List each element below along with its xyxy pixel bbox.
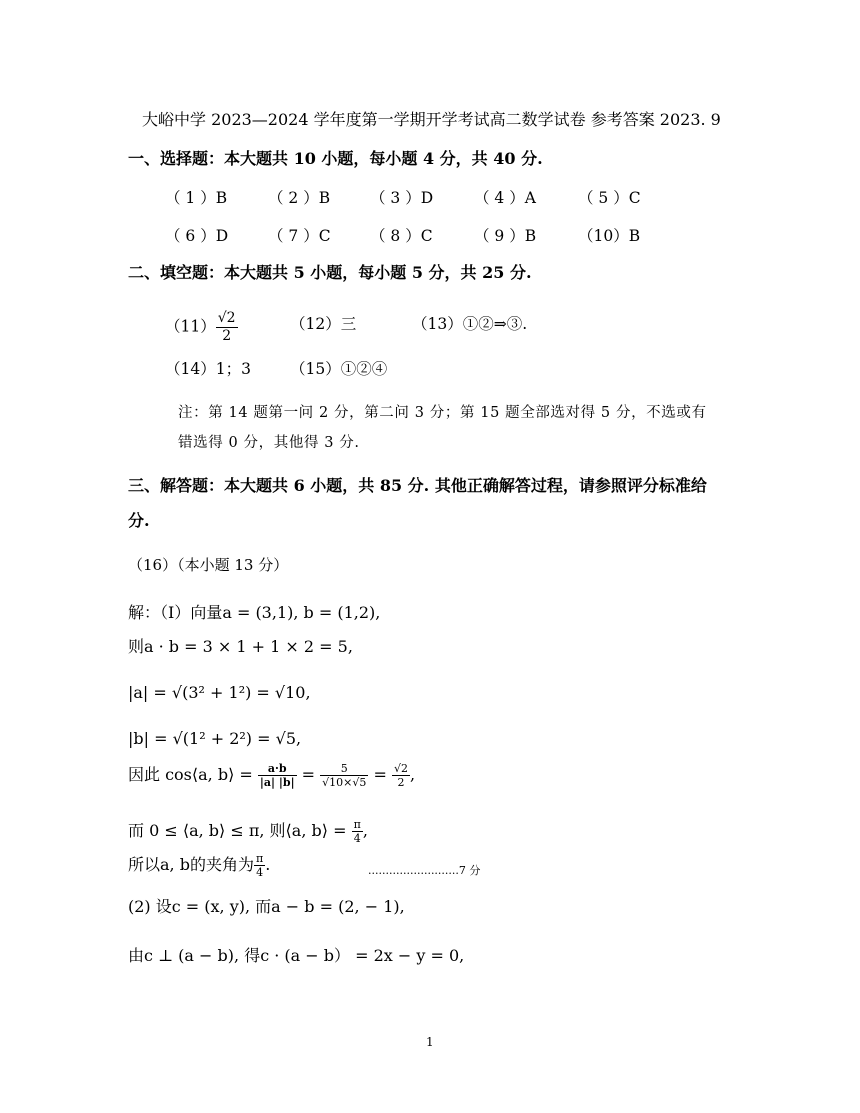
fraction-five-over-roots: $\frac{5}{√10\times√5}$ <box>322 762 367 790</box>
page-number: 1 <box>426 1035 434 1049</box>
answer-12: （12）三 <box>290 315 357 333</box>
solution-line-3: |a| = √(3² + 1²) = √10, <box>128 683 311 702</box>
answer-6: （ 6 ）D <box>165 227 229 245</box>
angle-prefix: 而 0 ≤ ⟨a, b⟩ ≤ π, 则⟨a, b⟩ = <box>128 821 352 841</box>
solution-line-5: 因此 cos⟨a, b⟩ = $\frac{a\cdot b}{|a| |b|}$ = $\frac{5}{√10\times√5}$ = $\frac{√2}{2}$ , <box>128 762 416 790</box>
answer-13: （13）①②⇒③. <box>412 315 528 333</box>
answer-5: （ 5 ）C <box>578 189 641 207</box>
scoring-note-line-2: 错选得 0 分，其他得 3 分. <box>178 435 360 451</box>
answer-11-label: （11） <box>165 317 216 336</box>
fraction-root2-over-2: $\frac{√2}{2}$ <box>393 762 408 790</box>
answer-14: （14）1；3 <box>165 360 251 378</box>
solution-line-8: (2) 设c = (x, y), 而a − b = (2, − 1), <box>128 897 405 916</box>
angle-conclusion: 所以a, b的夹角为 <box>128 855 254 875</box>
section-3-heading-line-1: 三、解答题：本大题共 6 小题，共 85 分. 其他正确解答过程，请参照评分标准给 <box>128 476 707 495</box>
solution-line-4: |b| = √(1² + 2²) = √5, <box>128 729 302 748</box>
solution-line-7: 所以a, b的夹角为 $\frac{\pi}{4}$ . <box>128 852 271 880</box>
cos-prefix: 因此 cos⟨a, b⟩ = <box>128 765 258 785</box>
solution-line-6: 而 0 ≤ ⟨a, b⟩ ≤ π, 则⟨a, b⟩ = $\frac{\pi}{4}$ , <box>128 818 368 846</box>
answer-1: （ 1 ）B <box>165 189 228 207</box>
document-title: 大峪中学 2023—2024 学年度第一学期开学考试高二数学试卷 参考答案 2023. 9 <box>142 110 721 129</box>
fraction-pi-over-4: $\frac{\pi}{4}$ <box>353 818 361 846</box>
solution-line-1: 解：（Ⅰ）向量a = (3,1), b = (1,2), <box>128 603 381 622</box>
scoring-note-line-1: 注：第 14 题第一问 2 分，第二问 3 分；第 15 题全部选对得 5 分，不选或有 <box>178 405 707 421</box>
section-3-heading-line-2: 分. <box>128 511 150 530</box>
answer-11-denominator: 2 <box>222 327 232 344</box>
answer-2: （ 2 ）B <box>268 189 331 207</box>
answer-7: （ 7 ）C <box>268 227 331 245</box>
score-marker-7: ..........................7 分 <box>368 864 481 877</box>
answer-4: （ 4 ）A <box>474 189 536 207</box>
answer-11-fraction <box>216 310 238 345</box>
solution-line-9: 由c ⊥ (a − b), 得c · (a − b） = 2x − y = 0, <box>128 946 465 965</box>
answer-8: （ 8 ）C <box>370 227 433 245</box>
answer-11-numerator: √2 <box>217 310 236 326</box>
answer-9: （ 9 ）B <box>474 227 537 245</box>
question-16-header: （16）（本小题 13 分） <box>128 556 289 574</box>
section-2-heading: 二、填空题：本大题共 5 小题，每小题 5 分，共 25 分. <box>128 263 532 282</box>
answer-10: （10）B <box>578 227 641 245</box>
solution-line-2: 则a · b = 3 × 1 + 1 × 2 = 5, <box>128 637 353 656</box>
section-1-heading: 一、选择题：本大题共 10 小题，每小题 4 分，共 40 分. <box>128 149 543 168</box>
answer-11 <box>165 310 238 345</box>
fraction-dot-over-norms: $\frac{a\cdot b}{|a| |b|}$ <box>259 762 295 790</box>
answer-3: （ 3 ）D <box>370 189 434 207</box>
answer-15: （15）①②④ <box>290 360 388 378</box>
fraction-pi-over-4-final: $\frac{\pi}{4}$ <box>255 852 264 880</box>
